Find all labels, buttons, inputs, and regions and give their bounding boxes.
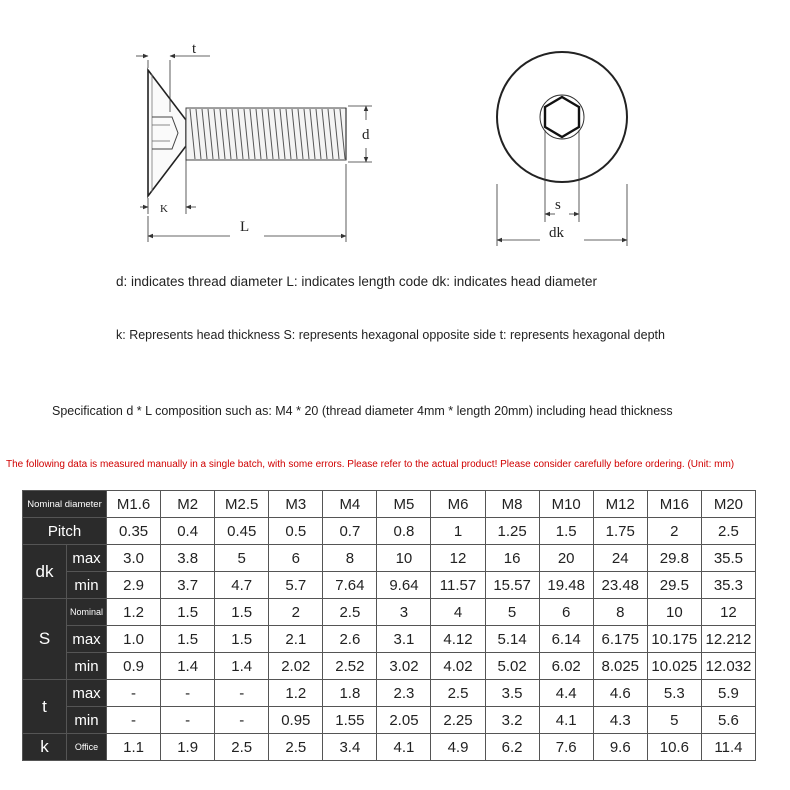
dk-max-value-cell: 10 [377, 545, 431, 572]
dk-min-value-cell: 11.57 [431, 572, 485, 599]
t-min-value-cell: 5 [647, 707, 701, 734]
dk-min-value-cell: 9.64 [377, 572, 431, 599]
s-nominal-value-cell: 5 [485, 599, 539, 626]
s-min-label: min [67, 653, 107, 680]
dk-max-value-cell: 12 [431, 545, 485, 572]
dk-min-value-cell: 4.7 [215, 572, 269, 599]
label-dk: dk [549, 225, 564, 241]
screw-top-view [497, 52, 627, 182]
k-office-value-cell: 1.1 [107, 734, 161, 761]
k-office-value-cell: 10.6 [647, 734, 701, 761]
t-max-value-cell: 2.3 [377, 680, 431, 707]
pitch-value-cell: 0.8 [377, 518, 431, 545]
dk-min-row [23, 572, 756, 599]
s-max-row [23, 626, 756, 653]
s-max-value-cell: 6.14 [539, 626, 593, 653]
k-office-value-cell: 1.9 [161, 734, 215, 761]
label-d: d [362, 127, 370, 143]
t-min-value-cell: - [161, 707, 215, 734]
k-office-value-cell: 4.1 [377, 734, 431, 761]
t-max-row [23, 680, 756, 707]
t-label: t [23, 680, 67, 734]
note-specification-example: Specification d * L composition such as: M4 * 20 (thread diameter 4mm * length 20mm) including head thickness [52, 404, 673, 418]
label-s: s [555, 197, 561, 213]
pitch-value-cell: 2.5 [701, 518, 755, 545]
dk-max-value-cell: 24 [593, 545, 647, 572]
s-min-value-cell: 6.02 [539, 653, 593, 680]
spec-table [22, 490, 756, 761]
s-max-value-cell: 6.175 [593, 626, 647, 653]
t-max-value-cell: 4.6 [593, 680, 647, 707]
header-row [23, 491, 756, 518]
dk-max-value-cell: 29.8 [647, 545, 701, 572]
s-max-value-cell: 1.5 [215, 626, 269, 653]
dk-max-value-cell: 6 [269, 545, 323, 572]
t-max-value-cell: 5.3 [647, 680, 701, 707]
size-header-cell: M8 [485, 491, 539, 518]
size-header-cell: M20 [701, 491, 755, 518]
k-office-label: Office [67, 734, 107, 761]
s-nominal-value-cell: 1.5 [215, 599, 269, 626]
s-min-value-cell: 1.4 [161, 653, 215, 680]
dk-max-value-cell: 35.5 [701, 545, 755, 572]
pitch-value-cell: 0.35 [107, 518, 161, 545]
s-min-value-cell: 3.02 [377, 653, 431, 680]
t-min-label: min [67, 707, 107, 734]
dk-max-label: max [67, 545, 107, 572]
s-max-value-cell: 1.0 [107, 626, 161, 653]
dk-min-value-cell: 5.7 [269, 572, 323, 599]
note-thread-definitions: d: indicates thread diameter L: indicates length code dk: indicates head diameter [116, 274, 598, 289]
t-max-value-cell: 4.4 [539, 680, 593, 707]
dk-max-value-cell: 8 [323, 545, 377, 572]
t-max-value-cell: 5.9 [701, 680, 755, 707]
t-min-value-cell: 1.55 [323, 707, 377, 734]
s-min-value-cell: 10.025 [647, 653, 701, 680]
dk-min-value-cell: 7.64 [323, 572, 377, 599]
k-office-value-cell: 7.6 [539, 734, 593, 761]
s-nominal-value-cell: 1.2 [107, 599, 161, 626]
k-office-value-cell: 2.5 [215, 734, 269, 761]
pitch-value-cell: 0.4 [161, 518, 215, 545]
t-max-value-cell: - [215, 680, 269, 707]
s-nominal-value-cell: 8 [593, 599, 647, 626]
size-header-cell: M16 [647, 491, 701, 518]
pitch-value-cell: 0.45 [215, 518, 269, 545]
k-office-value-cell: 4.9 [431, 734, 485, 761]
s-nominal-value-cell: 3 [377, 599, 431, 626]
s-nominal-value-cell: 10 [647, 599, 701, 626]
s-min-row [23, 653, 756, 680]
dk-max-value-cell: 3.8 [161, 545, 215, 572]
s-min-value-cell: 4.02 [431, 653, 485, 680]
size-header-cell: M10 [539, 491, 593, 518]
dk-max-value-cell: 5 [215, 545, 269, 572]
k-label: k [23, 734, 67, 761]
spec-table-body [23, 491, 756, 761]
s-nominal-value-cell: 12 [701, 599, 755, 626]
s-min-value-cell: 0.9 [107, 653, 161, 680]
screw-side-view [148, 70, 346, 196]
dk-min-value-cell: 15.57 [485, 572, 539, 599]
screw-drawings [0, 0, 790, 260]
t-min-value-cell: 3.2 [485, 707, 539, 734]
dk-max-row [23, 545, 756, 572]
pitch-row [23, 518, 756, 545]
dk-min-value-cell: 29.5 [647, 572, 701, 599]
size-header-cell: M2.5 [215, 491, 269, 518]
s-nominal-value-cell: 1.5 [161, 599, 215, 626]
dk-min-label: min [67, 572, 107, 599]
s-max-value-cell: 10.175 [647, 626, 701, 653]
s-nominal-value-cell: 2 [269, 599, 323, 626]
s-min-value-cell: 5.02 [485, 653, 539, 680]
s-nominal-value-cell: 4 [431, 599, 485, 626]
s-nominal-row [23, 599, 756, 626]
size-header-cell: M12 [593, 491, 647, 518]
s-min-value-cell: 2.52 [323, 653, 377, 680]
s-min-value-cell: 12.032 [701, 653, 755, 680]
pitch-value-cell: 2 [647, 518, 701, 545]
dk-min-value-cell: 35.3 [701, 572, 755, 599]
dk-label: dk [23, 545, 67, 599]
s-nominal-label: Nominal [67, 599, 107, 626]
label-k: K [160, 203, 168, 215]
t-max-value-cell: 1.8 [323, 680, 377, 707]
nominal-diameter-label: Nominal diameter [23, 491, 107, 518]
size-header-cell: M1.6 [107, 491, 161, 518]
measurement-disclaimer: The following data is measured manually in a single batch, with some errors. Please refer to the actual product! Please consider carefully before ordering. (Unit: mm) [6, 459, 735, 470]
s-max-value-cell: 3.1 [377, 626, 431, 653]
t-min-value-cell: 0.95 [269, 707, 323, 734]
size-header-cell: M6 [431, 491, 485, 518]
t-max-value-cell: - [161, 680, 215, 707]
s-min-value-cell: 1.4 [215, 653, 269, 680]
s-max-value-cell: 5.14 [485, 626, 539, 653]
t-min-value-cell: 4.3 [593, 707, 647, 734]
t-min-row [23, 707, 756, 734]
k-office-value-cell: 2.5 [269, 734, 323, 761]
size-header-cell: M3 [269, 491, 323, 518]
pitch-value-cell: 0.5 [269, 518, 323, 545]
k-office-value-cell: 3.4 [323, 734, 377, 761]
t-max-value-cell: 3.5 [485, 680, 539, 707]
s-max-value-cell: 4.12 [431, 626, 485, 653]
k-row [23, 734, 756, 761]
s-max-value-cell: 2.1 [269, 626, 323, 653]
s-max-value-cell: 1.5 [161, 626, 215, 653]
s-min-value-cell: 2.02 [269, 653, 323, 680]
s-max-value-cell: 12.212 [701, 626, 755, 653]
t-max-label: max [67, 680, 107, 707]
size-header-cell: M4 [323, 491, 377, 518]
pitch-value-cell: 1.25 [485, 518, 539, 545]
dk-min-value-cell: 19.48 [539, 572, 593, 599]
t-min-value-cell: 4.1 [539, 707, 593, 734]
pitch-value-cell: 1.5 [539, 518, 593, 545]
t-min-value-cell: 5.6 [701, 707, 755, 734]
dk-max-value-cell: 20 [539, 545, 593, 572]
dk-min-value-cell: 3.7 [161, 572, 215, 599]
s-min-value-cell: 8.025 [593, 653, 647, 680]
s-nominal-value-cell: 6 [539, 599, 593, 626]
t-max-value-cell: 1.2 [269, 680, 323, 707]
label-l: L [240, 219, 250, 235]
t-max-value-cell: - [107, 680, 161, 707]
pitch-label: Pitch [23, 518, 107, 545]
dk-max-value-cell: 16 [485, 545, 539, 572]
label-t: t [192, 41, 197, 57]
s-max-label: max [67, 626, 107, 653]
size-header-cell: M2 [161, 491, 215, 518]
size-header-cell: M5 [377, 491, 431, 518]
k-office-value-cell: 11.4 [701, 734, 755, 761]
pitch-value-cell: 1 [431, 518, 485, 545]
s-nominal-value-cell: 2.5 [323, 599, 377, 626]
k-office-value-cell: 6.2 [485, 734, 539, 761]
dk-min-value-cell: 2.9 [107, 572, 161, 599]
dk-min-value-cell: 23.48 [593, 572, 647, 599]
s-max-value-cell: 2.6 [323, 626, 377, 653]
pitch-value-cell: 0.7 [323, 518, 377, 545]
t-min-value-cell: - [215, 707, 269, 734]
t-min-value-cell: 2.05 [377, 707, 431, 734]
t-min-value-cell: 2.25 [431, 707, 485, 734]
dk-max-value-cell: 3.0 [107, 545, 161, 572]
note-head-definitions: k: Represents head thickness S: represents hexagonal opposite side t: represents hexagonal depth [116, 328, 665, 342]
pitch-value-cell: 1.75 [593, 518, 647, 545]
t-max-value-cell: 2.5 [431, 680, 485, 707]
t-min-value-cell: - [107, 707, 161, 734]
k-office-value-cell: 9.6 [593, 734, 647, 761]
s-label: S [23, 599, 67, 680]
